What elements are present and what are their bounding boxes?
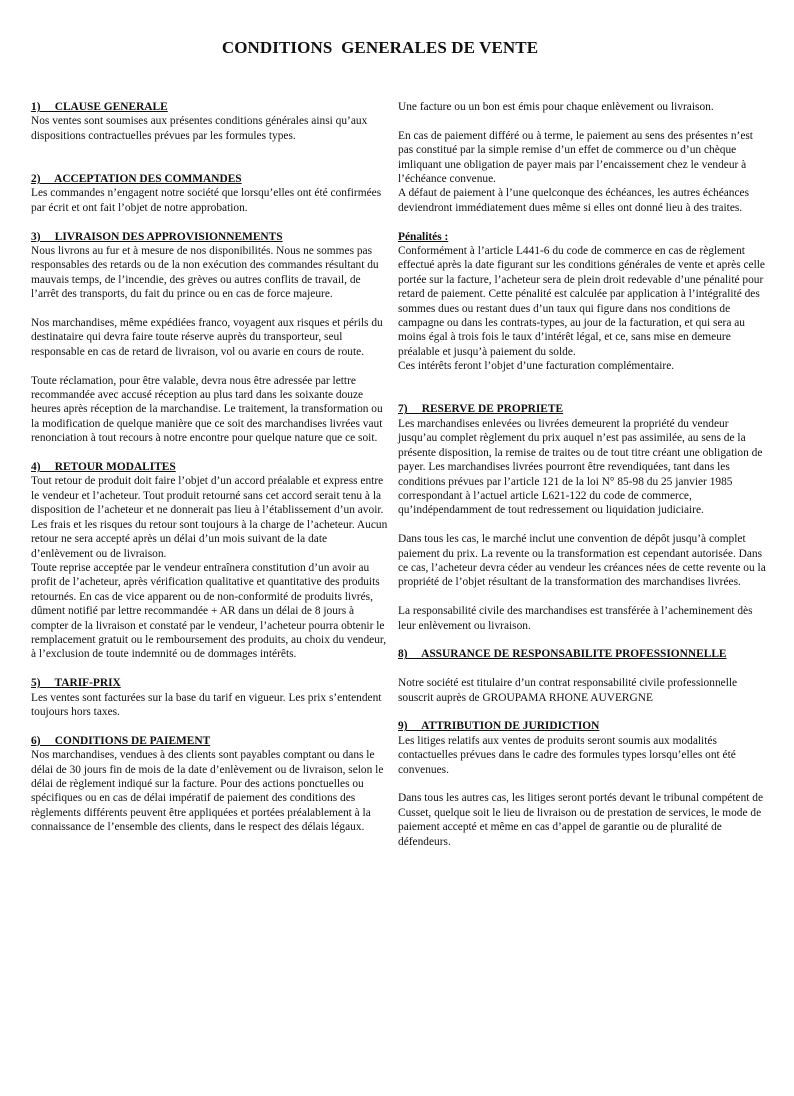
section-5-heading: 5) TARIF-PRIX — [31, 677, 121, 690]
section-3-paragraph-1: Nous livrons au fur et à mesure de nos disponibilités. Nous ne sommes pas responsables des retards ou de la non exécution des commandes résultant du mauvais temps, de l’incendie, des grèves ou autres conflits de travail, de l’arrêt des transports, du fait du prince ou en cas de force majeure. — [31, 245, 379, 301]
document-title: CONDITIONS GENERALES DE VENTE — [221, 38, 539, 57]
left-column — [31, 100, 388, 835]
section-7-paragraph-2: Dans tous les cas, le marché inclut une convention de dépôt jusqu’à complet paiement du prix. La revente ou la transformation est cependant autorisée. Dans ce cas, l’acheteur devra céder au vendeur les créances nées de cette revente ou la propriété de l’objet résultant de la transformation des marchandises livrées. — [398, 533, 766, 589]
section-3-paragraph-3: Toute réclamation, pour être valable, devra nous être adressée par lettre recommandée avec accusé réception au plus tard dans les soixante douze heures après réception de la marchandise. Le traitement, la transformation ou la modification de quelque manière que ce soit des marchandises livrées vaut renonciation à tout recours à notre encontre pour quelque nature que ce soit. — [31, 374, 383, 445]
section-3-paragraph-2: Nos marchandises, même expédiées franco, voyagent aux risques et périls du destinataire qui devra faire toute réserve auprès du transporteur, seul responsable en cas de retard de livraison, vol ou avarie en cours de route. — [31, 317, 383, 358]
section-4-paragraph-2: Toute reprise acceptée par le vendeur entraînera constitution d’un avoir au profit de l’acheteur, après vérification qualitative et quantitative des produits retournés. En cas de vice apparent ou de non-conformité de produits livrés, dûment notifié par lettre recommandée + AR dans un délai de 8 jours à compter de la livraison et constaté par le vendeur, l’acheteur pourra obtenir le remplacement gratuit ou le remboursement des produits, au choix du vendeur, à l’exclusion de toute indemnité ou de dommages intérêts. — [31, 561, 387, 661]
section-2-text: Les commandes n’engagent notre société que lorsqu’elles ont été confirmées par écrit et ont fait l’objet de notre approbation. — [31, 187, 382, 214]
penalties-paragraph-1: Conformément à l’article L441-6 du code de commerce en cas de règlement effectué après la date figurant sur les conditions générales de vente et après celle portée sur la facture, l’acheteur sera de plein droit redevable d’une pénalité pour retard de paiement. Cette pénalité est calculée par application à l’intégralité des sommes dues ou restant dues d’un taux qui figure dans nos conditions de campagne ou dans les contrats-types, au jour de la facturation, et qui sera au moins égal à trois fois le taux d’intérêt légal, et ce, sans mise en demeure préalable et jusqu’à paiement du solde. — [398, 245, 765, 358]
section-6-continued-paragraph-2: En cas de paiement différé ou à terme, le paiement au sens des présentes n’est pas constitué par la simple remise d’un effet de commerce ou d’un chèque imliquant une obligation de payer mais par l’encaissement chez le vendeur à l’échéance convenue. — [398, 129, 753, 186]
section-9-heading: 9) ATTRIBUTION DE JURIDICTION — [398, 720, 600, 733]
section-4-paragraph-1: Tout retour de produit doit faire l’objet d’un accord préalable et express entre le vendeur et l’acheteur. Tout produit retourné sans cet accord serait tenu à la disposition de l’acheteur et ne donnerait pas lieu à l’établissement d’un avoir. Les frais et les risques du retour sont toujours à la charge de l’acheteur. Aucun retour ne sera accepté après un délai d’un mois suivant de la date d’enlèvement ou de livraison. — [31, 475, 388, 560]
penalties-paragraph-2: Ces intérêts feront l’objet d’une facturation complémentaire. — [398, 360, 675, 373]
section-6-heading: 6) CONDITIONS DE PAIEMENT — [31, 734, 211, 747]
section-1-heading: 1) CLAUSE GENERALE — [31, 101, 168, 113]
penalties-heading: Pénalités : — [398, 230, 449, 243]
section-9-paragraph-1: Les litiges relatifs aux ventes de produits seront soumis aux modalités contactuelles prévues dans le cadre des formules types lorsqu’elles ont été convenues. — [398, 734, 736, 776]
section-6-continued-paragraph-3: A défaut de paiement à l’une quelconque des échéances, les autres échéances deviendront immédiatement dues même si elles ont donné lieu à des traites. — [398, 187, 750, 214]
right-column — [398, 100, 768, 849]
section-8-heading: 8) ASSURANCE DE RESPONSABILITE PROFESSIONNELLE — [398, 648, 727, 661]
section-7-paragraph-3: La responsabilité civile des marchandises est transférée à l’acheminement dès leur enlèvement ou livraison. — [398, 605, 753, 632]
section-3-heading: 3) LIVRAISON DES APPROVISIONNEMENTS — [31, 230, 283, 243]
section-9-paragraph-2: Dans tous les autres cas, les litiges seront portés devant le tribunal compétent de Cusset, quelque soit le lieu de livraison ou de prestation de services, le mode de paiement accepté et même en cas d’appel de garantie ou de pluralité de défendeurs. — [398, 792, 764, 848]
section-8-text: Notre société est titulaire d’un contrat responsabilité civile professionnelle souscrit auprès de GROUPAMA RHONE AUVERGNE — [398, 677, 738, 704]
section-5-text: Les ventes sont facturées sur la base du tarif en vigueur. Les prix s’entendent toujours hors taxes. — [31, 691, 382, 718]
section-4-heading: 4) RETOUR MODALITES — [31, 461, 176, 474]
section-7-heading: 7) RESERVE DE PROPRIETE — [398, 403, 564, 416]
section-7-paragraph-1: Les marchandises enlevées ou livrées demeurent la propriété du vendeur jusqu’au complet règlement du prix auquel n’est pas assimilée, au sens de la présente disposition, la remise de traites ou de tout titre créant une obligation de payer. Les marchandises livrées pourront être revendiquées, tant dans les conditions prévues par l’article 121 de la loi N° 85-98 du 25 janvier 1985 correspondant à l’actuel article L621-122 du code de commerce, qu’indépendamment de tout redressement ou liquidation judiciaire. — [398, 417, 763, 517]
section-6-continued-paragraph-1: Une facture ou un bon est émis pour chaque enlèvement ou livraison. — [398, 101, 714, 113]
section-6-text: Nos marchandises, vendues à des clients sont payables comptant ou dans le délai de 30 jours fin de mois de la date d’enlèvement ou de livraison, selon le délai de règlement indiqué sur la facture. Pour des actions ponctuelles ou spécifiques ou en cas de délai impératif de paiement des conditions des règlements différents peuvent être appliquées et portées préalablement à la connaissance de l’ensemble des clients, dans le respect des délais légaux. — [31, 749, 384, 834]
section-2-heading: 2) ACCEPTATION DES COMMANDES — [31, 173, 242, 186]
section-1-text: Nos ventes sont soumises aux présentes conditions générales ainsi qu’aux dispositions contractuelles prévues par les formules types. — [31, 115, 368, 142]
